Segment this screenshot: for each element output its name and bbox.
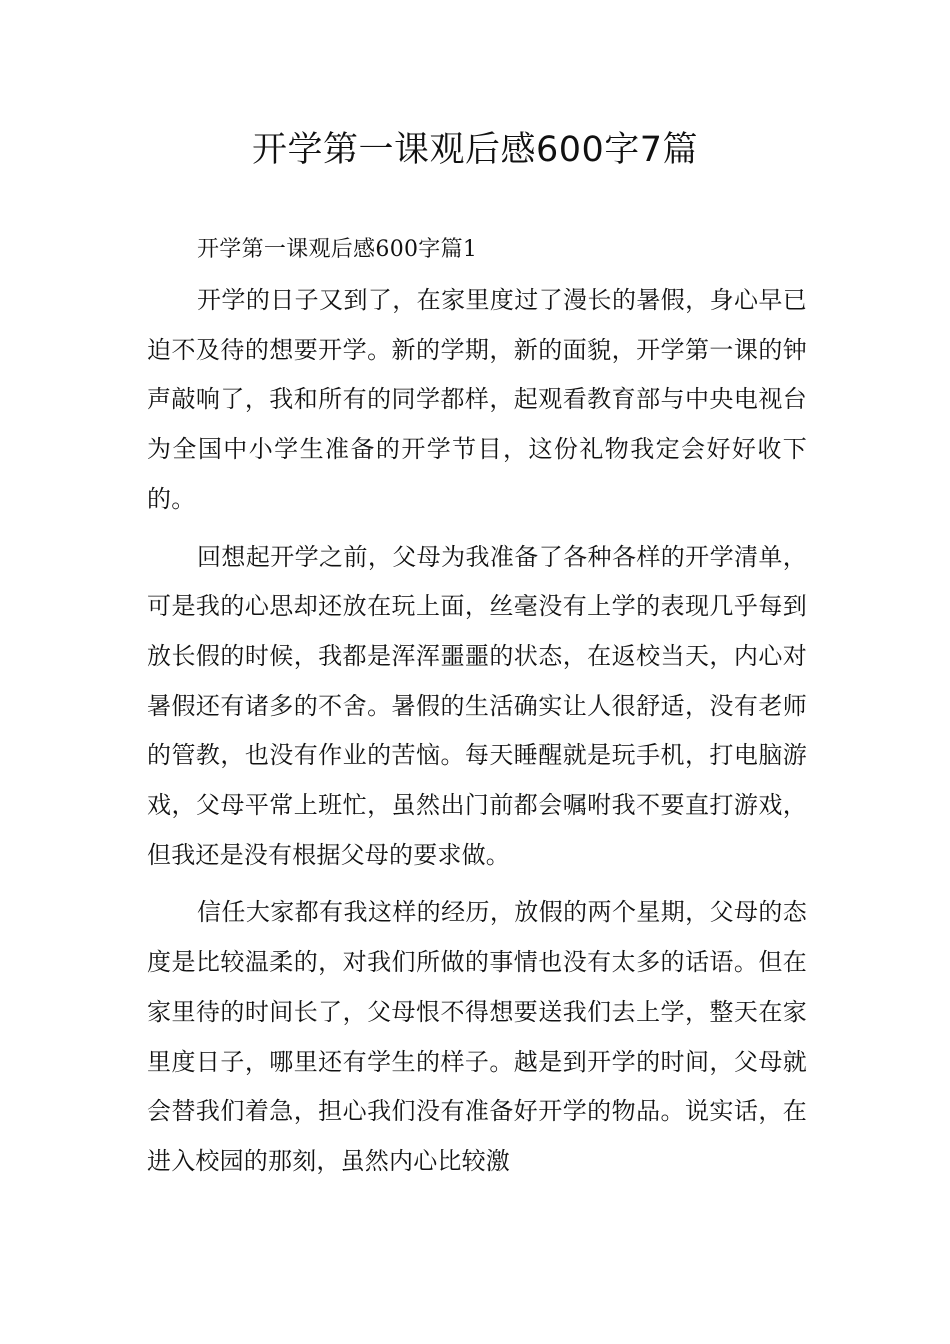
document-title: 开学第一课观后感600字7篇: [251, 130, 699, 170]
section-heading: 开学第一课观后感600字篇1: [197, 237, 478, 262]
paragraph-1: 开学的日子又到了，在家里度过了漫长的暑假，身心早已迫不及待的想要开学。新的学期，新的面貌，开学第一课的钟声敲响了，我和所有的同学都样，起观看教育部与中央电视台为全国中小学生准备的开学节目，这份礼物我定会好好收下的。: [147, 286, 807, 513]
paragraph-2: 回想起开学之前，父母为我准备了各种各样的开学清单，可是我的心思却还放在玩上面，丝毫没有上学的表现几乎每到放长假的时候，我都是浑浑噩噩的状态，在返校当天，内心对暑假还有诸多的不舍。暑假的生活确实让人很舒适，没有老师的管教，也没有作业的苦恼。每天睡醒就是玩手机，打电脑游戏，父母平常上班忙，虽然出门前都会嘱咐我不要直打游戏，但我还是没有根据父母的要求做。: [147, 542, 807, 869]
paragraph-3: 信任大家都有我这样的经历，放假的两个星期，父母的态度是比较温柔的，对我们所做的事情也没有太多的话语。但在家里待的时间长了，父母恨不得想要送我们去上学，整天在家里度日子，哪里还有学生的样子。越是到开学的时间，父母就会替我们着急，担心我们没有准备好开学的物品。说实话，在进入校园的那刻，虽然内心比较激: [147, 898, 807, 1175]
document-body: [147, 230, 807, 1187]
